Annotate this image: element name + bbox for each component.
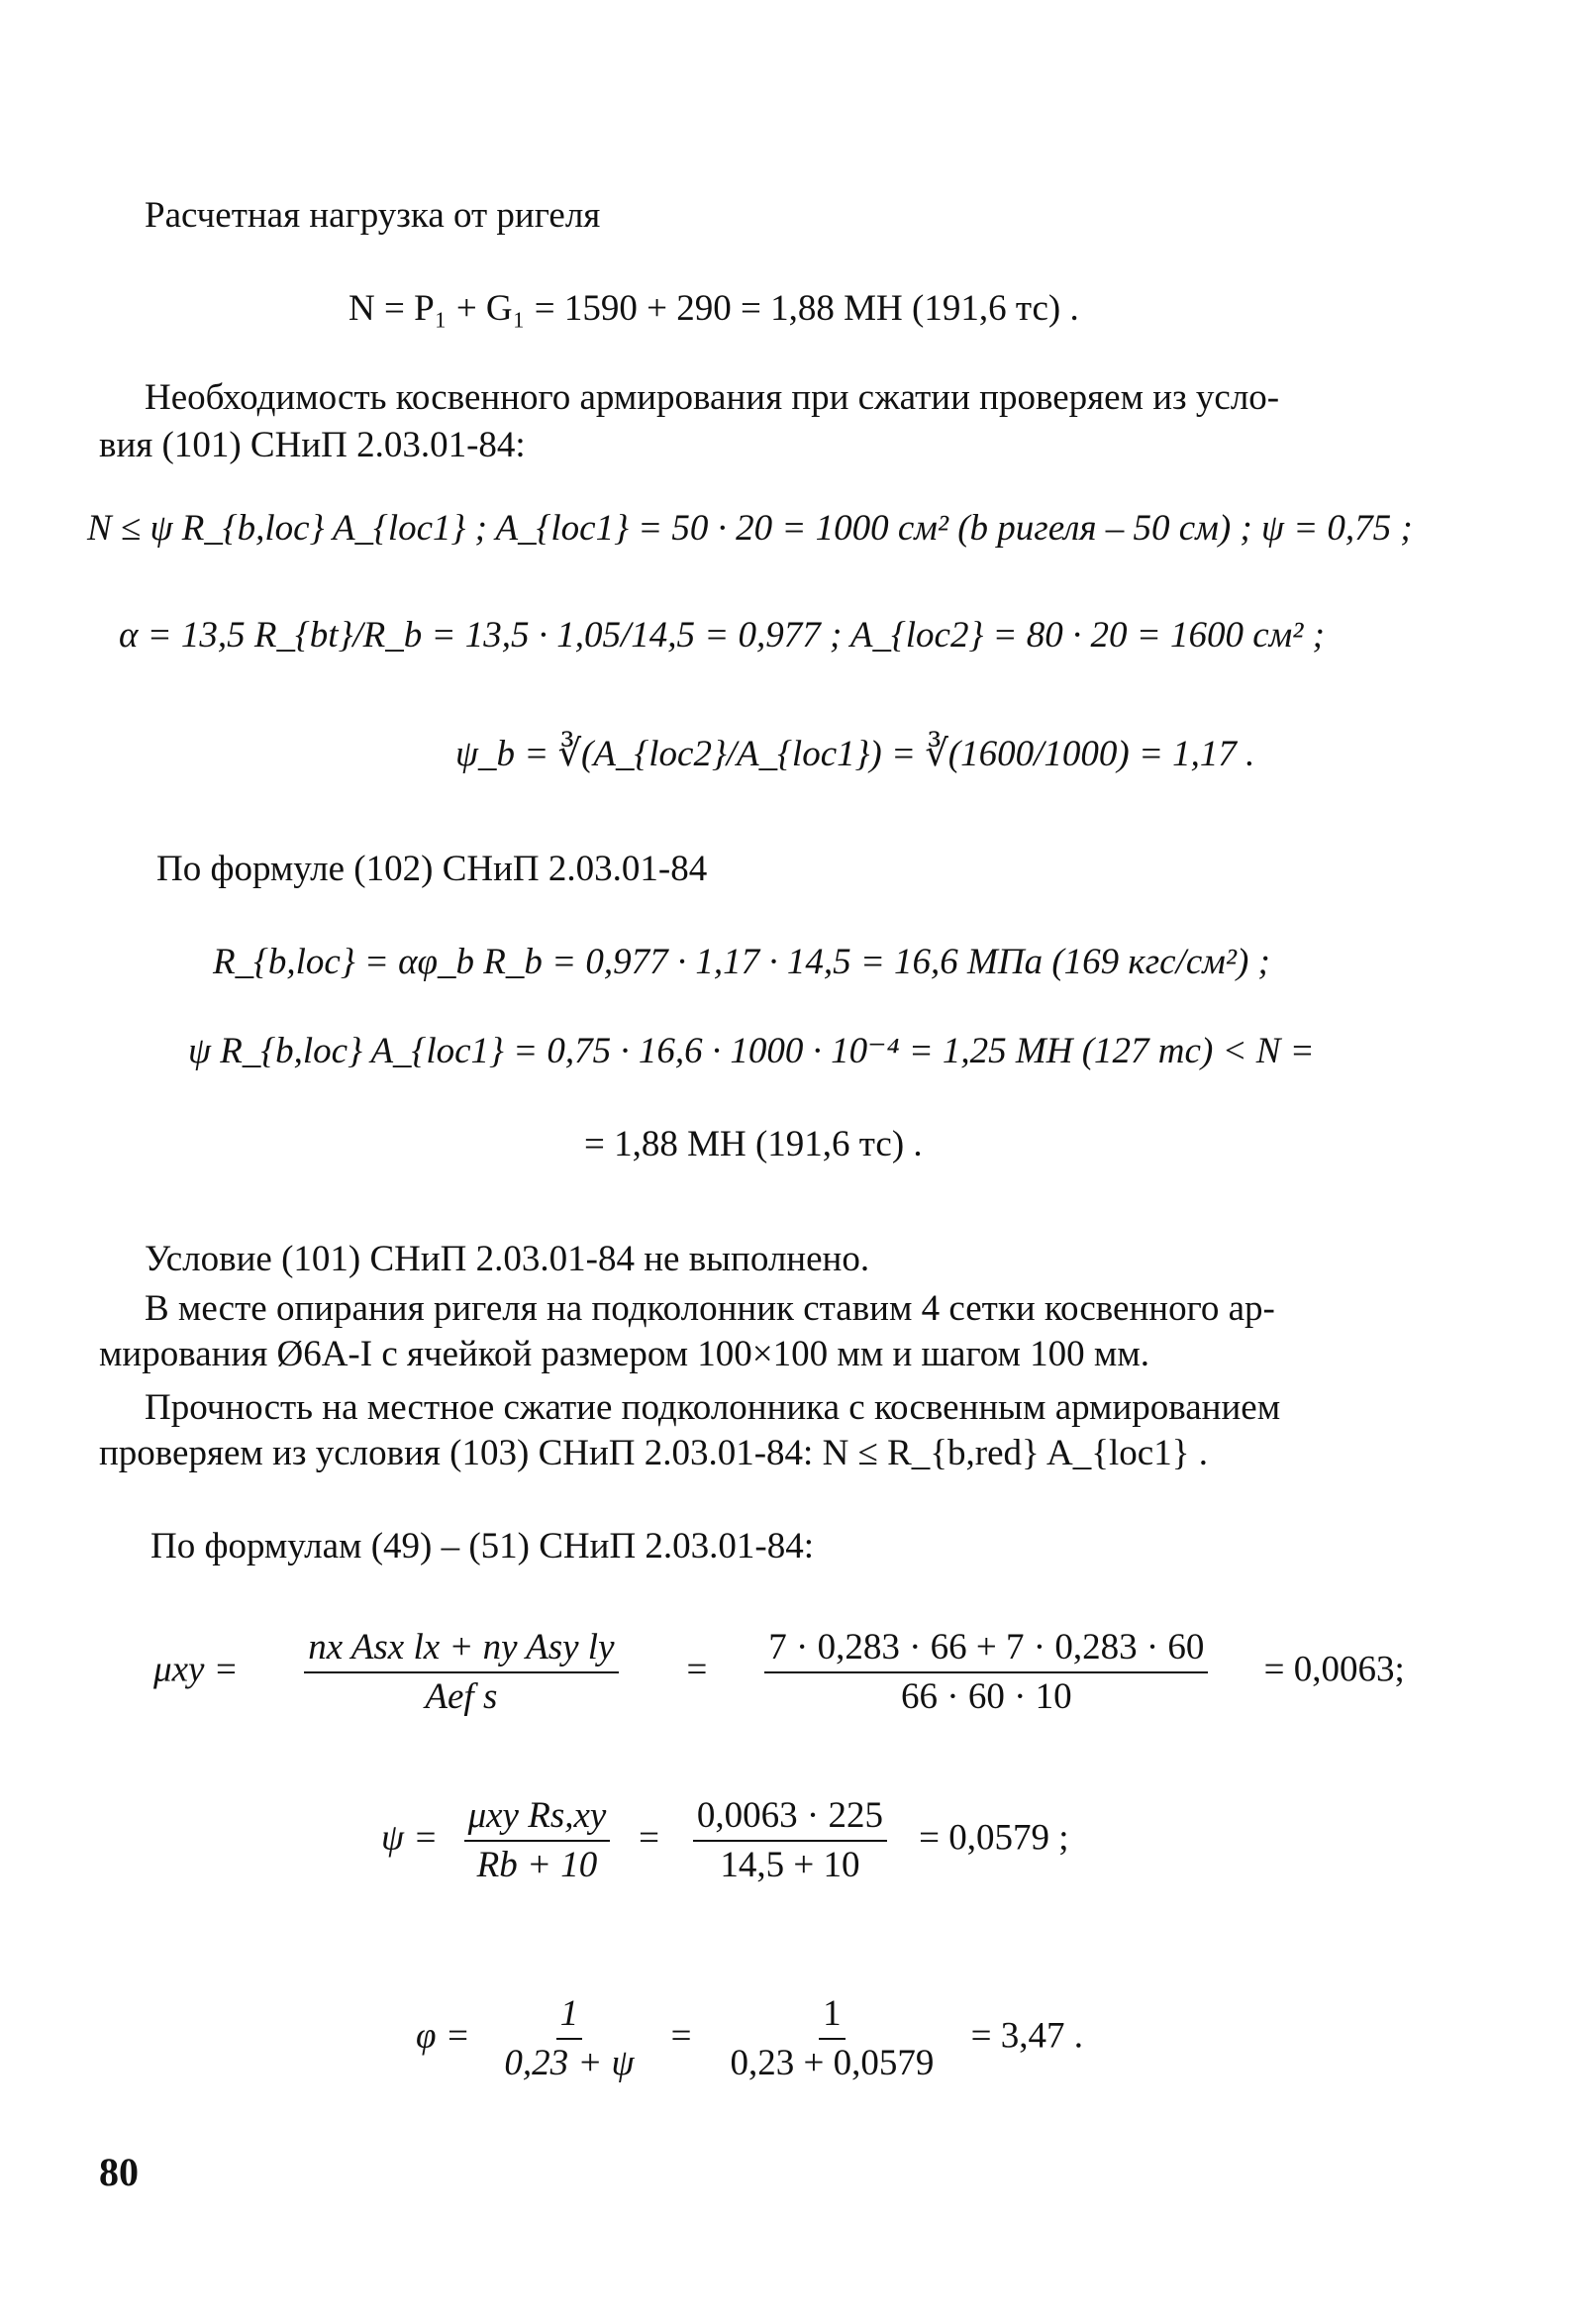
- equation-alpha: α = 13,5 R_{bt}/R_b = 13,5 · 1,05/14,5 = 0,977 ; A_{loc2} = 80 · 20 = 1600 см² ;: [119, 615, 1325, 656]
- equation-mu-xy: [153, 1624, 1405, 1721]
- equation-r-b-loc: R_{b,loc} = αφ_b R_b = 0,977 · 1,17 · 14,5 = 16,6 МПа (169 кгс/см²) ;: [213, 942, 1270, 982]
- fraction-numerator: 0,0063 · 225: [693, 1792, 887, 1842]
- page-number: 80: [99, 2150, 139, 2194]
- fraction-numerator: μxy Rs,xy: [464, 1792, 611, 1842]
- equation-result: = 0,0063;: [1263, 1649, 1405, 1690]
- para-strength-1: Прочность на местное сжатие подколонника с косвенным армированием: [145, 1387, 1281, 1428]
- fraction-symbolic: [253, 1624, 669, 1721]
- equation-result: = 3,47 .: [970, 2015, 1084, 2057]
- fraction-numerator: nx Asx lx + ny Asy ly: [304, 1624, 618, 1673]
- equation-lhs: φ =: [416, 2015, 470, 2057]
- fraction-denominator: 0,23 + ψ: [504, 2043, 635, 2083]
- equation-psi: [381, 1792, 1069, 1889]
- fraction-denominator: 66 · 60 · 10: [901, 1676, 1072, 1717]
- equation-condition-101: N ≤ ψ R_{b,loc} A_{loc1} ; A_{loc1} = 50 · 20 = 1000 см² (b ригеля – 50 см) ; ψ = 0,75 ;: [87, 508, 1413, 549]
- para-mesh-2: мирования Ø6А-I с ячейкой размером 100×100 мм и шагом 100 мм.: [99, 1334, 1150, 1374]
- equation-psi-r-b-loc: ψ R_{b,loc} A_{loc1} = 0,75 · 16,6 · 1000 · 10⁻⁴ = 1,25 МН (127 тс) < N =: [188, 1031, 1315, 1071]
- equation-result: = 0,0579 ;: [919, 1817, 1069, 1859]
- para-formulas-49-51: По формулам (49) – (51) СНиП 2.03.01-84:: [150, 1526, 815, 1566]
- fraction-numerator: 1: [556, 1990, 583, 2040]
- fraction-numeric: [708, 1990, 955, 2087]
- equation-lhs: μxy =: [153, 1649, 239, 1690]
- fraction-denominator: Rb + 10: [476, 1845, 598, 1885]
- equation-n-value: = 1,88 МН (191,6 тс) .: [584, 1124, 923, 1164]
- para-necessity-1: Необходимость косвенного армирования при сжатии проверяем из усло-: [145, 377, 1280, 418]
- para-necessity-2: вия (101) СНиП 2.03.01-84:: [99, 425, 526, 465]
- equals-sign: =: [684, 1649, 710, 1690]
- heading-load: Расчетная нагрузка от ригеля: [145, 195, 601, 236]
- fraction-numerator: 7 · 0,283 · 66 + 7 · 0,283 · 60: [764, 1624, 1208, 1673]
- equation-phi: [416, 1990, 1083, 2087]
- para-strength-2: проверяем из условия (103) СНиП 2.03.01-84: N ≤ R_{b,red} A_{loc1} .: [99, 1433, 1208, 1473]
- equation-lhs: ψ =: [381, 1817, 439, 1859]
- fraction-symbolic: [485, 1990, 653, 2087]
- fraction-denominator: 14,5 + 10: [720, 1845, 860, 1885]
- fraction-denominator: 0,23 + 0,0579: [730, 2043, 935, 2083]
- equation-n-load: N = P₁ + G₁ = 1590 + 290 = 1,88 МН (191,6 тс) .: [348, 288, 1079, 329]
- fraction-denominator: Aef s: [425, 1676, 498, 1717]
- equals-sign: =: [668, 2015, 694, 2057]
- para-mesh-1: В месте опирания ригеля на подколонник ставим 4 сетки косвенного ар-: [145, 1288, 1275, 1329]
- equals-sign: =: [636, 1817, 661, 1859]
- fraction-numerator: 1: [819, 1990, 846, 2040]
- para-condition-not-met: Условие (101) СНиП 2.03.01-84 не выполнено.: [145, 1239, 870, 1279]
- fraction-numeric: [724, 1624, 1248, 1721]
- fraction-numeric: [676, 1792, 904, 1889]
- equation-psi-b: ψ_b = ∛(A_{loc2}/A_{loc1}) = ∛(1600/1000) = 1,17 .: [455, 734, 1255, 774]
- para-formula-102: По формуле (102) СНиП 2.03.01-84: [156, 849, 708, 889]
- fraction-symbolic: [452, 1792, 621, 1889]
